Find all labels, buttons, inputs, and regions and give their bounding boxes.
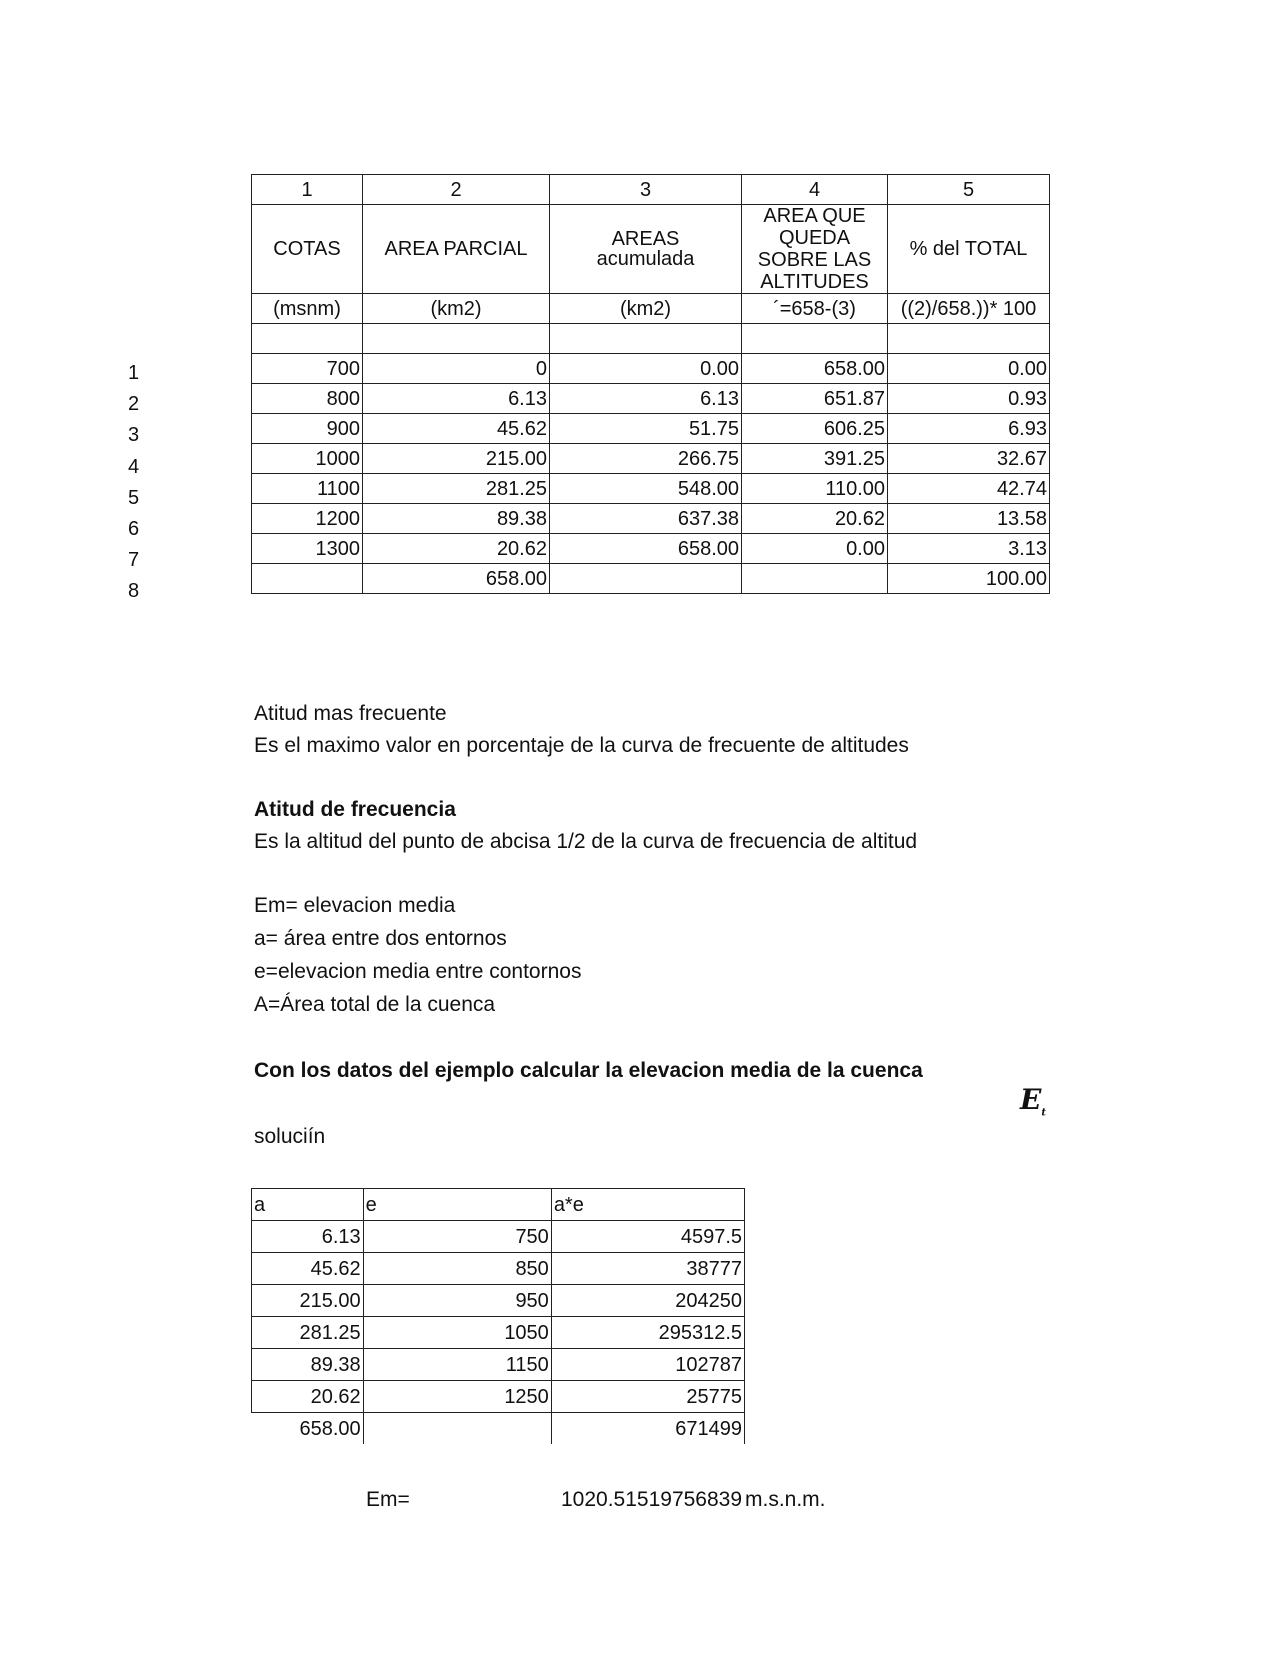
row-index: 5 (128, 486, 140, 509)
column-unit-row (252, 294, 1050, 324)
table-cell: 1250 (363, 1381, 551, 1413)
table-cell: 45.62 (363, 414, 550, 444)
table-row (252, 564, 1050, 594)
solution-label: soluciín (254, 1125, 326, 1148)
table-cell: 1150 (363, 1349, 551, 1381)
heading-altitud-frecuente: Atitud mas frecuente (254, 702, 447, 725)
column-number-row (252, 175, 1050, 205)
table-cell: 295312.5 (551, 1317, 744, 1349)
table-cell: 6.93 (888, 414, 1050, 444)
col-header-areas-acumulada: AREAS acumulada (550, 205, 742, 294)
table-cell: 0.00 (742, 534, 888, 564)
table-cell: 0.93 (888, 384, 1050, 414)
table-cell: 281.25 (252, 1317, 364, 1349)
table-cell: 215.00 (363, 444, 550, 474)
calc-header-a: a (252, 1189, 364, 1221)
table-cell: 32.67 (888, 444, 1050, 474)
def-A: A=Área total de la cuenca (254, 993, 496, 1016)
table-cell: 950 (363, 1285, 551, 1317)
calc-header-row (252, 1189, 745, 1221)
row-index: 6 (128, 518, 140, 540)
col-header-cotas: COTAS (252, 205, 363, 294)
table-cell: 637.38 (550, 504, 742, 534)
desc-altitud-frecuente: Es el maximo valor en porcentaje de la curva de frecuente de altitudes (254, 734, 909, 757)
col-unit: (km2) (363, 294, 550, 324)
table-cell: 51.75 (550, 414, 742, 444)
table-cell (742, 564, 888, 594)
table-cell: 900 (252, 414, 363, 444)
result-value: 1020.51519756839 (561, 1488, 743, 1511)
table-cell: 651.87 (742, 384, 888, 414)
table-cell: 1050 (363, 1317, 551, 1349)
table-row (252, 444, 1050, 474)
table-row (252, 1317, 745, 1349)
table-row (252, 1381, 745, 1413)
table-cell: 6.13 (550, 384, 742, 414)
table-cell: 204250 (551, 1285, 744, 1317)
table-cell: 89.38 (363, 504, 550, 534)
table-cell: 6.13 (363, 384, 550, 414)
table-cell: 700 (252, 354, 363, 384)
col-number: 2 (363, 175, 550, 205)
table-row (252, 384, 1050, 414)
table-row (252, 534, 1050, 564)
table-cell: 0.00 (888, 354, 1050, 384)
table-cell (252, 564, 363, 594)
col-header-percent: % del TOTAL (888, 205, 1050, 294)
blank-row (252, 324, 1050, 354)
table-cell: 110.00 (742, 474, 888, 504)
task-statement: Con los datos del ejemplo calcular la elevacion media de la cuenca (254, 1059, 923, 1082)
row-index: 1 (128, 362, 140, 384)
table-cell: 1000 (252, 444, 363, 474)
table-cell: 548.00 (550, 474, 742, 504)
table-cell: 42.74 (888, 474, 1050, 504)
table-cell: 20.62 (742, 504, 888, 534)
def-em: Em= elevacion media (254, 894, 456, 917)
table-row (252, 1285, 745, 1317)
result-unit: m.s.n.m. (745, 1488, 826, 1511)
table-cell: 281.25 (363, 474, 550, 504)
heading-altitud-frecuencia: Atitud de frecuencia (254, 798, 456, 821)
table-cell: 3.13 (888, 534, 1050, 564)
table-cell: 658.00 (550, 534, 742, 564)
table-cell: 45.62 (252, 1253, 364, 1285)
table-cell: 800 (252, 384, 363, 414)
table-cell: 1300 (252, 534, 363, 564)
col-number: 5 (888, 175, 1050, 205)
col-unit: (msnm) (252, 294, 363, 324)
table-cell: 1200 (252, 504, 363, 534)
altitude-table (251, 174, 1050, 594)
formula-et-icon: $E_t$ (1020, 1083, 1046, 1119)
result-label: Em= (366, 1488, 410, 1511)
table-row (252, 354, 1050, 384)
table-cell: 215.00 (252, 1285, 364, 1317)
table-cell: 20.62 (252, 1381, 364, 1413)
row-index: 7 (128, 549, 140, 572)
col-number: 1 (252, 175, 363, 205)
table-row (252, 1221, 745, 1253)
col-unit: ((2)/658.))* 100 (888, 294, 1050, 324)
calc-header-e: e (363, 1189, 551, 1221)
row-index: 3 (128, 424, 140, 447)
col-number: 3 (550, 175, 742, 205)
table-cell: 658.00 (742, 354, 888, 384)
table-cell: 4597.5 (551, 1221, 744, 1253)
calc-total-e (363, 1413, 551, 1445)
row-index: 8 (128, 580, 140, 603)
table-cell: 266.75 (550, 444, 742, 474)
table-cell: 25775 (551, 1381, 744, 1413)
table-cell: 89.38 (252, 1349, 364, 1381)
table-row (252, 414, 1050, 444)
column-name-row (252, 205, 1050, 294)
col-header-area-parcial: AREA PARCIAL (363, 205, 550, 294)
calc-total-row (252, 1413, 745, 1445)
table-cell: 391.25 (742, 444, 888, 474)
table-cell: 100.00 (888, 564, 1050, 594)
col-unit: (km2) (550, 294, 742, 324)
table-cell: 1100 (252, 474, 363, 504)
def-a: a= área entre dos entornos (254, 927, 507, 950)
def-e: e=elevacion media entre contornos (254, 960, 582, 983)
table-row (252, 474, 1050, 504)
table-row (252, 1253, 745, 1285)
table-row (252, 1349, 745, 1381)
table-row (252, 504, 1050, 534)
col-number: 4 (742, 175, 888, 205)
table-cell: 6.13 (252, 1221, 364, 1253)
row-index: 4 (128, 455, 140, 478)
table-cell (550, 564, 742, 594)
table-cell: 0.00 (550, 354, 742, 384)
calc-header-ae: a*e (551, 1189, 744, 1221)
row-index: 2 (128, 393, 140, 416)
calc-total-a: 658.00 (252, 1413, 364, 1445)
table-cell: 38777 (551, 1253, 744, 1285)
desc-altitud-frecuencia: Es la altitud del punto de abcisa 1/2 de la curva de frecuencia de altitud (254, 830, 918, 853)
table-cell: 750 (363, 1221, 551, 1253)
table-cell: 606.25 (742, 414, 888, 444)
table-cell: 13.58 (888, 504, 1050, 534)
table-cell: 658.00 (363, 564, 550, 594)
table-cell: 102787 (551, 1349, 744, 1381)
table-cell: 850 (363, 1253, 551, 1285)
col-header-area-sobre: AREA QUE QUEDA SOBRE LAS ALTITUDES (742, 205, 888, 294)
col-unit: ´=658-(3) (742, 294, 888, 324)
table-cell: 20.62 (363, 534, 550, 564)
table-cell: 0 (363, 354, 550, 384)
calculation-table (251, 1188, 745, 1444)
calc-total-ae: 671499 (551, 1413, 744, 1445)
